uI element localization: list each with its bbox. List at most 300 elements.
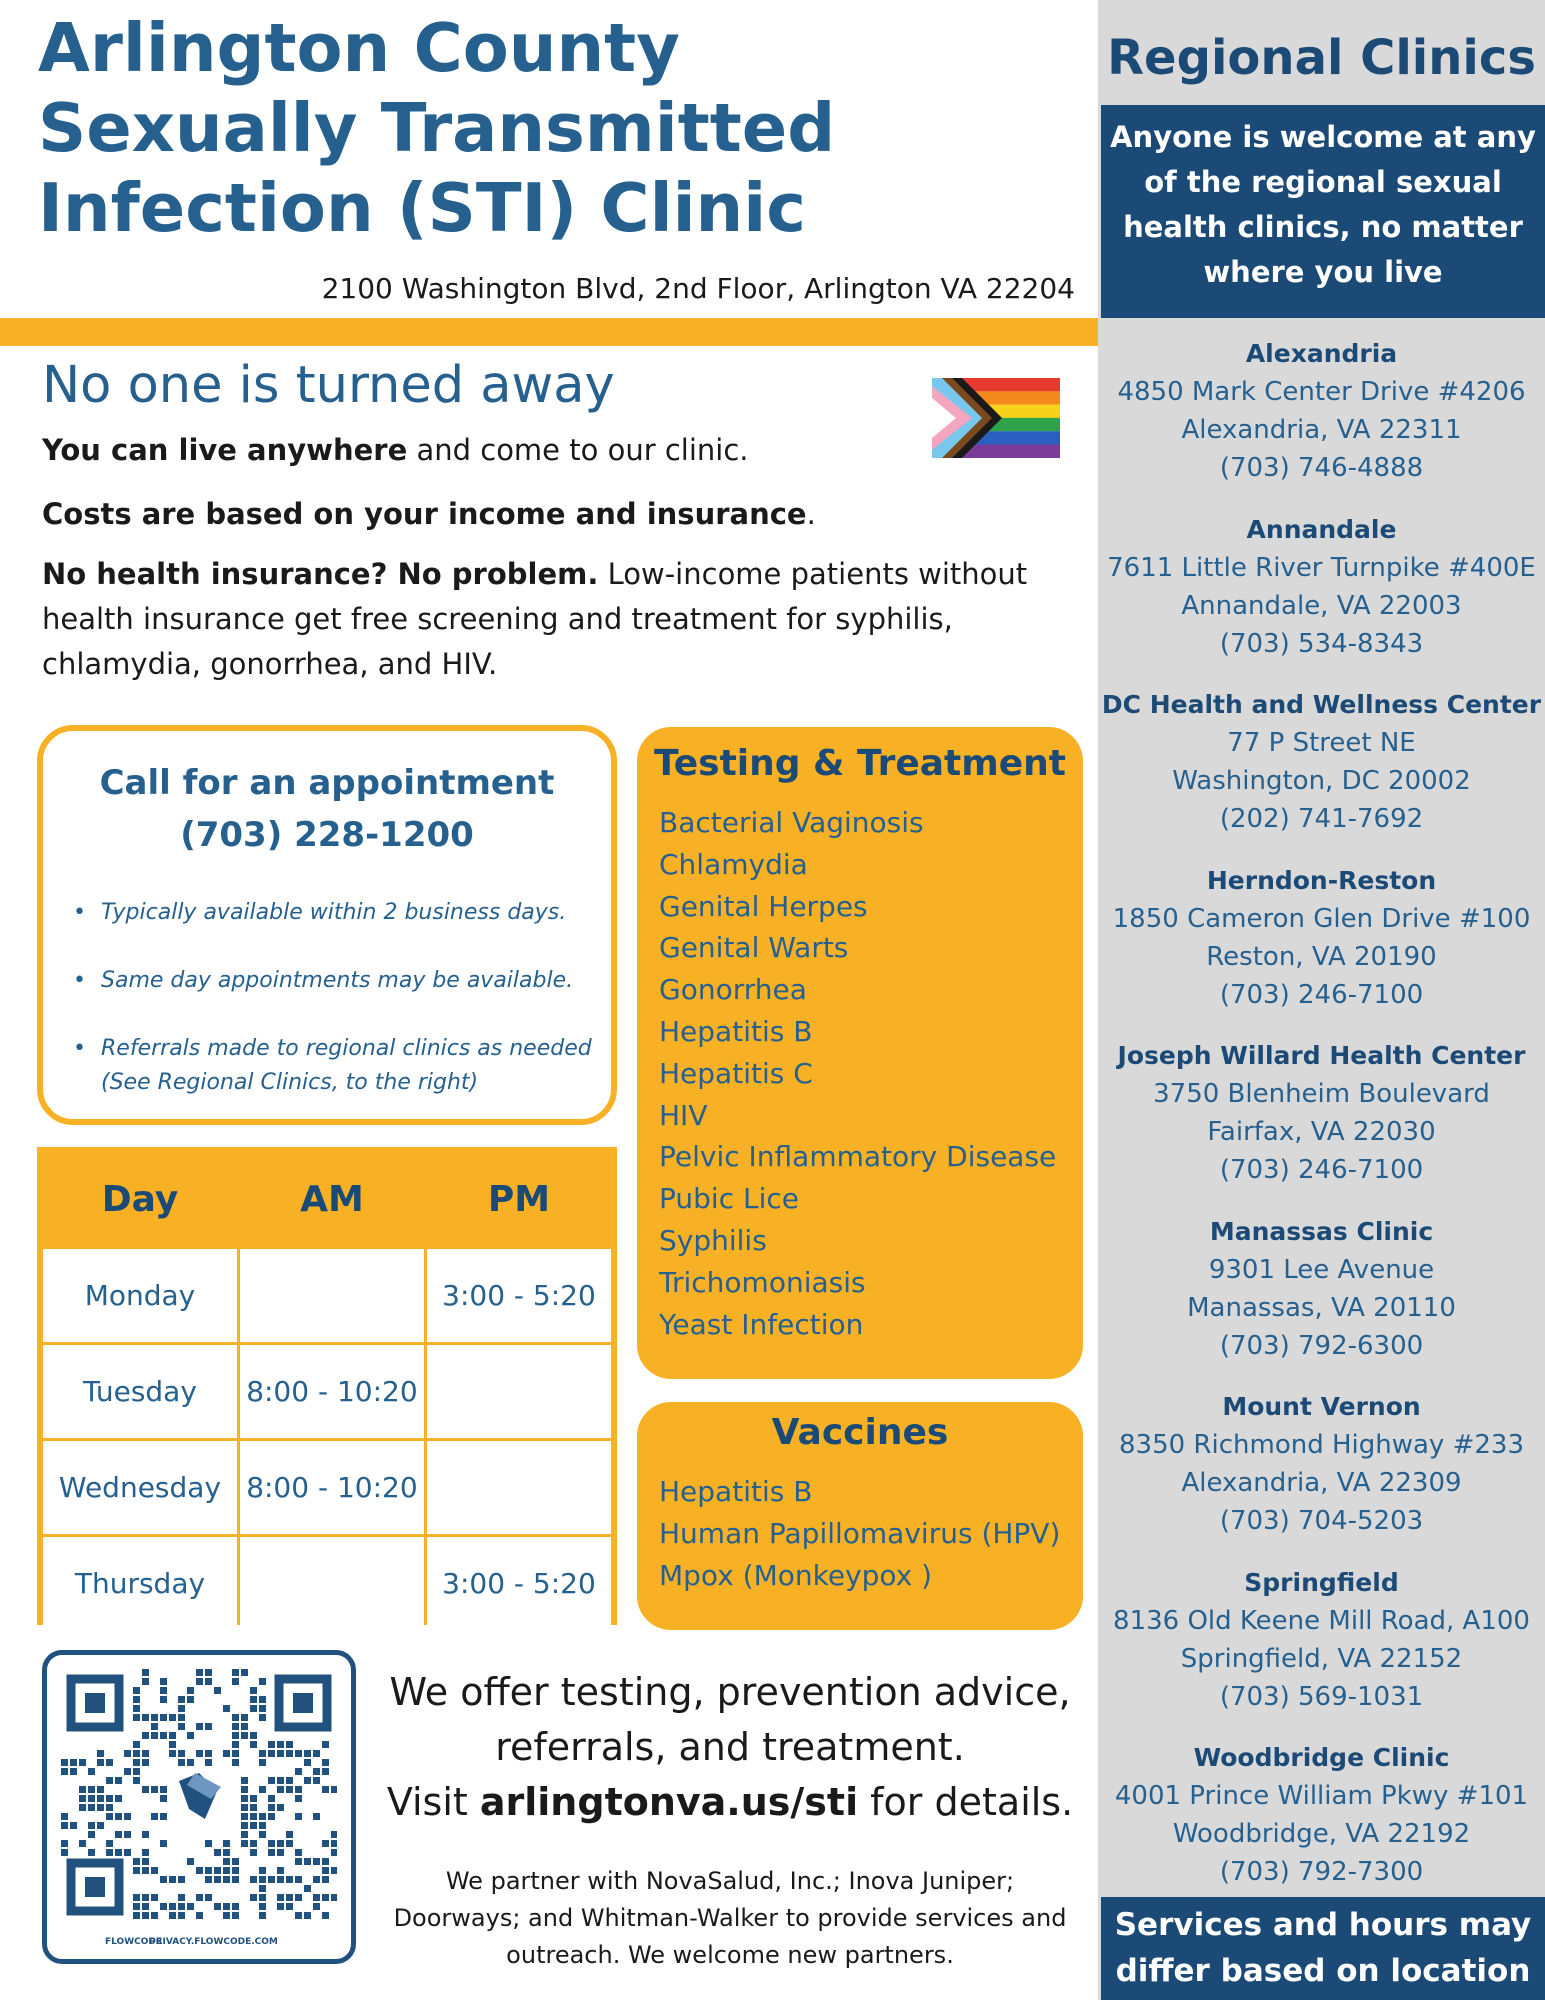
qr-module <box>322 1840 329 1847</box>
table-row <box>43 1249 611 1342</box>
clinic-name: Springfield <box>1244 1567 1399 1597</box>
qr-module <box>124 1831 131 1838</box>
qr-module <box>223 1705 230 1712</box>
qr-module <box>259 1786 266 1793</box>
qr-module <box>295 1750 302 1757</box>
qr-module <box>223 1849 230 1856</box>
qr-module <box>106 1840 113 1847</box>
qr-module <box>241 1732 248 1739</box>
clinic-phone[interactable]: (703) 704-5203 <box>1219 1506 1424 1536</box>
qr-module <box>61 1813 68 1820</box>
qr-module <box>295 1768 302 1775</box>
qr-module <box>97 1804 104 1811</box>
clinic-name: Joseph Willard Health Center <box>1117 1041 1526 1070</box>
clinic-entry <box>1098 862 1545 1038</box>
qr-module <box>223 1876 230 1883</box>
qr-module <box>277 1867 284 1874</box>
qr-module <box>88 1822 95 1829</box>
qr-module <box>277 1804 284 1811</box>
qr-module <box>304 1912 311 1919</box>
qr-module <box>250 1804 257 1811</box>
qr-module <box>169 1732 176 1739</box>
qr-module <box>214 1687 221 1694</box>
qr-module <box>286 1876 293 1883</box>
list-item: Pelvic Inflammatory Disease <box>659 1140 1057 1174</box>
clinic-phone[interactable]: (703) 792-6300 <box>1219 1330 1424 1361</box>
qr-module <box>178 1903 185 1910</box>
qr-module <box>97 1786 104 1793</box>
qr-module <box>232 1867 239 1874</box>
qr-module <box>178 1759 185 1766</box>
qr-module <box>205 1876 212 1883</box>
clinic-name: Annandale <box>1246 514 1397 544</box>
clinic-name: Woodbridge Clinic <box>1193 1743 1450 1772</box>
qr-module <box>142 1786 149 1793</box>
qr-module <box>268 1777 275 1784</box>
qr-module <box>286 1750 293 1757</box>
qr-module <box>259 1831 266 1838</box>
qr-module <box>133 1894 140 1901</box>
title-line-3: Infection (STI) Clinic <box>38 169 806 247</box>
clinic-phone[interactable]: (703) 746-4888 <box>1219 453 1424 483</box>
qr-module <box>241 1786 248 1793</box>
qr-module <box>169 1903 176 1910</box>
qr-module <box>160 1840 167 1847</box>
qr-module <box>124 1849 131 1856</box>
qr-module <box>286 1903 293 1910</box>
qr-module <box>286 1786 293 1793</box>
qr-module <box>241 1804 248 1811</box>
qr-module <box>187 1903 194 1910</box>
qr-module <box>313 1813 320 1820</box>
qr-module <box>79 1840 86 1847</box>
regional-clinics-sidebar <box>1098 0 1545 2000</box>
qr-module <box>178 1876 185 1883</box>
qr-module <box>241 1840 248 1847</box>
qr-module <box>241 1723 248 1730</box>
vaccines-card <box>637 1402 1083 1630</box>
table-row <box>43 1441 611 1534</box>
qr-module <box>115 1795 122 1802</box>
title-line-1: Arlington County <box>38 9 680 87</box>
qr-module <box>196 1723 203 1730</box>
qr-module <box>196 1867 203 1874</box>
qr-module <box>259 1867 266 1874</box>
qr-module <box>322 1786 329 1793</box>
qr-module <box>205 1894 212 1901</box>
offer-line-3 <box>380 1775 1080 1830</box>
qr-module <box>259 1903 266 1910</box>
clinic-entry <box>1098 1213 1545 1389</box>
qr-module <box>259 1678 266 1685</box>
qr-module <box>295 1849 302 1856</box>
qr-module <box>178 1714 185 1721</box>
clinic-phone[interactable]: (703) 246-7100 <box>1219 1155 1424 1185</box>
qr-module <box>151 1894 158 1901</box>
qr-module <box>79 1795 86 1802</box>
qr-module <box>178 1696 185 1703</box>
qr-module <box>241 1795 248 1802</box>
cell-am: 8:00 - 10:20 <box>240 1441 424 1534</box>
qr-module <box>151 1714 158 1721</box>
qr-module <box>142 1903 149 1910</box>
qr-module <box>142 1669 149 1676</box>
qr-module <box>331 1894 337 1901</box>
qr-module <box>178 1894 185 1901</box>
clinic-street: 4850 Mark Center Drive #4206 <box>1117 377 1526 407</box>
testing-title: Testing & Treatment <box>653 743 1067 784</box>
qr-module <box>331 1840 337 1847</box>
qr-module <box>115 1831 122 1838</box>
website-link[interactable]: arlingtonva.us/sti <box>479 1780 859 1824</box>
qr-module <box>133 1714 140 1721</box>
qr-module <box>214 1849 221 1856</box>
qr-module <box>133 1858 140 1865</box>
qr-module <box>160 1714 167 1721</box>
list-item: Chlamydia <box>659 847 808 881</box>
qr-module <box>133 1867 140 1874</box>
appointment-heading: Call for an appointment <box>99 763 555 803</box>
list-item: HIV <box>659 1098 708 1132</box>
qr-module <box>214 1903 221 1910</box>
qr-module <box>106 1795 113 1802</box>
qr-module <box>268 1750 275 1757</box>
qr-module <box>178 1705 185 1712</box>
qr-module <box>160 1813 167 1820</box>
qr-module <box>277 1903 284 1910</box>
qr-module <box>232 1750 239 1757</box>
qr-module <box>313 1768 320 1775</box>
qr-module <box>169 1714 176 1721</box>
qr-module <box>232 1723 239 1730</box>
qr-module <box>133 1777 140 1784</box>
intro-p2-rest: . <box>806 497 816 531</box>
qr-module <box>313 1876 320 1883</box>
footer-line: differ based on location <box>1115 1953 1531 1989</box>
qr-module <box>250 1849 257 1856</box>
qr-module <box>250 1741 257 1748</box>
qr-module <box>151 1867 158 1874</box>
qr-module <box>268 1795 275 1802</box>
intro-paragraph-2 <box>42 492 1062 537</box>
qr-module <box>331 1831 337 1838</box>
qr-module <box>277 1741 284 1748</box>
qr-module <box>205 1840 212 1847</box>
clinic-name: Herndon-Reston <box>1206 865 1437 895</box>
qr-module <box>133 1696 140 1703</box>
clinic-phone[interactable]: (703) 246-7100 <box>1219 979 1424 1010</box>
qr-module <box>322 1759 329 1766</box>
appointment-notes <box>73 896 613 1100</box>
qr-module <box>124 1813 131 1820</box>
intro-p1-rest: and come to our clinic. <box>407 433 749 467</box>
qr-module <box>151 1912 158 1919</box>
qr-module <box>142 1714 149 1721</box>
qr-module <box>232 1714 239 1721</box>
qr-module <box>232 1876 239 1883</box>
qr-module <box>304 1750 311 1757</box>
qr-module <box>196 1894 203 1901</box>
qr-module <box>97 1822 104 1829</box>
qr-module <box>142 1750 149 1757</box>
qr-module <box>322 1894 329 1901</box>
qr-module <box>259 1714 266 1721</box>
offer-line-1: We offer testing, prevention advice, <box>389 1670 1071 1714</box>
qr-module <box>133 1687 140 1694</box>
clinic-street: 1850 Cameron Glen Drive #100 <box>1112 903 1531 934</box>
qr-module <box>160 1687 167 1694</box>
qr-module <box>286 1741 293 1748</box>
qr-privacy-label: PRIVACY.FLOWCODE.COM <box>149 1937 278 1947</box>
clinic-city: Washington, DC 20002 <box>1172 766 1471 796</box>
qr-module <box>250 1894 257 1901</box>
qr-module <box>97 1759 104 1766</box>
qr-module <box>142 1678 149 1685</box>
qr-module <box>223 1750 230 1757</box>
qr-module <box>142 1849 149 1856</box>
qr-module <box>187 1687 194 1694</box>
qr-module <box>250 1822 257 1829</box>
list-item: Hepatitis C <box>659 1056 813 1090</box>
qr-module <box>259 1885 266 1892</box>
clinic-list <box>1098 335 1545 1915</box>
cell-day: Thursday <box>43 1537 237 1630</box>
cell-am <box>240 1249 424 1342</box>
cell-day: Monday <box>43 1249 237 1342</box>
qr-module <box>223 1840 230 1847</box>
clinic-hours-table <box>37 1147 617 1625</box>
intro-p2-bold: Costs are based on your income and insurance <box>42 497 807 531</box>
qr-module <box>286 1894 293 1901</box>
clinic-phone[interactable]: (703) 792-7300 <box>1219 1857 1424 1887</box>
qr-module <box>259 1894 266 1901</box>
qr-module <box>88 1795 95 1802</box>
cell-pm <box>427 1345 611 1438</box>
qr-module <box>187 1696 194 1703</box>
qr-module <box>79 1786 86 1793</box>
qr-code-icon <box>61 1669 337 1921</box>
qr-module <box>61 1822 68 1829</box>
qr-module <box>250 1795 257 1802</box>
qr-module <box>61 1759 68 1766</box>
qr-module <box>304 1759 311 1766</box>
qr-module <box>178 1750 185 1757</box>
qr-module <box>286 1840 293 1847</box>
sidebar-title: Regional Clinics <box>1107 30 1536 86</box>
qr-module <box>232 1912 239 1919</box>
partner-statement: We partner with NovaSalud, Inc.; Inova Juniper; Doorways; and Whitman-Walker to provide services and outreach. We welcome new partners. <box>393 1867 1067 1969</box>
qr-brand-label: FLOWCODE <box>105 1937 163 1947</box>
qr-module <box>88 1786 95 1793</box>
cell-pm <box>427 1441 611 1534</box>
qr-module <box>304 1858 311 1865</box>
clinic-city: Annandale, VA 22003 <box>1181 590 1462 621</box>
qr-module <box>250 1687 257 1694</box>
intro-heading: No one is turned away <box>42 356 615 415</box>
list-item: Human Papillomavirus (HPV) <box>659 1516 1061 1550</box>
qr-module <box>223 1903 230 1910</box>
qr-module <box>295 1876 302 1883</box>
qr-module <box>88 1804 95 1811</box>
intro-paragraph-1 <box>42 428 1062 473</box>
clinic-name: Alexandria <box>1245 339 1398 368</box>
list-item: Genital Herpes <box>659 889 868 923</box>
qr-module <box>250 1840 257 1847</box>
qr-module <box>178 1723 185 1730</box>
qr-module <box>142 1759 149 1766</box>
qr-module <box>277 1894 284 1901</box>
qr-module <box>97 1750 104 1757</box>
qr-module <box>313 1777 320 1784</box>
qr-module <box>133 1750 140 1757</box>
page-title <box>38 8 1078 248</box>
appointment-phone[interactable]: (703) 228-1200 <box>180 815 474 855</box>
title-line-2: Sexually Transmitted <box>38 89 836 167</box>
list-item: Genital Warts <box>659 931 849 965</box>
clinic-entry <box>1098 335 1545 511</box>
qr-module <box>151 1786 158 1793</box>
clinic-street: 4001 Prince William Pkwy #101 <box>1114 1781 1529 1811</box>
clinic-phone[interactable]: (703) 569-1031 <box>1219 1681 1424 1712</box>
qr-module <box>313 1750 320 1757</box>
sidebar-welcome-banner <box>1101 105 1545 318</box>
appointment-note: • Same day appointments may be available. <box>73 964 613 998</box>
qr-module <box>214 1867 221 1874</box>
clinic-street: 8350 Richmond Highway #233 <box>1119 1430 1524 1460</box>
qr-module <box>169 1912 176 1919</box>
qr-module <box>259 1750 266 1757</box>
qr-module <box>79 1804 86 1811</box>
clinic-name: Manassas Clinic <box>1209 1216 1434 1246</box>
qr-module <box>106 1777 113 1784</box>
table-row <box>43 1345 611 1438</box>
cell-pm: 3:00 - 5:20 <box>427 1537 611 1630</box>
list-item: Gonorrhea <box>659 973 807 1007</box>
qr-module <box>322 1912 329 1919</box>
qr-module <box>250 1696 257 1703</box>
qr-module <box>70 1768 77 1775</box>
welcome-line: where you live <box>1203 255 1443 289</box>
qr-module <box>295 1795 302 1802</box>
header-day: Day <box>101 1179 179 1220</box>
qr-module <box>223 1858 230 1865</box>
clinic-name: Mount Vernon <box>1222 1392 1421 1421</box>
qr-module <box>259 1813 266 1820</box>
list-item: Hepatitis B <box>659 1475 813 1508</box>
qr-module <box>160 1786 167 1793</box>
clinic-phone[interactable]: (703) 534-8343 <box>1219 628 1424 659</box>
qr-module <box>124 1750 131 1757</box>
qr-module <box>160 1696 167 1703</box>
qr-module <box>322 1741 329 1748</box>
cell-am <box>240 1537 424 1630</box>
qr-module <box>142 1831 149 1838</box>
qr-module <box>223 1912 230 1919</box>
intro-paragraph-3 <box>42 552 1062 687</box>
qr-module <box>277 1777 284 1784</box>
testing-list <box>637 802 1083 1345</box>
qr-module <box>232 1741 239 1748</box>
qr-module <box>232 1858 239 1865</box>
qr-module <box>250 1705 257 1712</box>
qr-module <box>232 1669 239 1676</box>
qr-module <box>196 1678 203 1685</box>
cell-day: Tuesday <box>43 1345 237 1438</box>
qr-module <box>304 1777 311 1784</box>
qr-module <box>277 1876 284 1883</box>
qr-module <box>133 1759 140 1766</box>
qr-module <box>268 1813 275 1820</box>
qr-module <box>232 1732 239 1739</box>
qr-module <box>295 1858 302 1865</box>
cell-pm: 3:00 - 5:20 <box>427 1249 611 1342</box>
qr-module <box>205 1678 212 1685</box>
qr-module <box>277 1786 284 1793</box>
offer-visit-label: Visit <box>386 1780 480 1824</box>
qr-module <box>169 1750 176 1757</box>
qr-module <box>151 1723 158 1730</box>
appointment-card <box>37 725 617 1125</box>
vaccines-list <box>637 1471 1083 1596</box>
list-item: Pubic Lice <box>659 1182 799 1216</box>
qr-module <box>106 1804 113 1811</box>
qr-module <box>142 1912 149 1919</box>
list-item: Trichomoniasis <box>659 1265 866 1299</box>
qr-module <box>259 1912 266 1919</box>
qr-module <box>88 1768 95 1775</box>
appointment-note: • Referrals made to regional clinics as needed (See Regional Clinics, to the right) <box>73 1032 613 1100</box>
qr-code-card[interactable] <box>42 1650 356 1964</box>
clinic-street: 3750 Blenheim Boulevard <box>1153 1079 1490 1109</box>
appointment-note: • Typically available within 2 business days. <box>73 896 613 930</box>
qr-module <box>322 1867 329 1874</box>
qr-module <box>205 1759 212 1766</box>
qr-module <box>232 1678 239 1685</box>
qr-module <box>151 1813 158 1820</box>
qr-module <box>142 1867 149 1874</box>
clinic-entry <box>1098 686 1545 862</box>
qr-module <box>61 1840 68 1847</box>
qr-module <box>322 1876 329 1883</box>
qr-module <box>142 1894 149 1901</box>
qr-module <box>187 1858 194 1865</box>
qr-module <box>331 1867 337 1874</box>
qr-module <box>142 1732 149 1739</box>
qr-module <box>169 1741 176 1748</box>
qr-module <box>313 1903 320 1910</box>
qr-module <box>115 1813 122 1820</box>
list-item: Yeast Infection <box>659 1307 864 1341</box>
qr-module <box>295 1894 302 1901</box>
vaccines-title: Vaccines <box>771 1412 949 1453</box>
qr-module <box>187 1759 194 1766</box>
clinic-city: Alexandria, VA 22311 <box>1181 415 1462 445</box>
intro-p3-rest: Low-income patients without health insurance get free screening and treatment for syphilis, chlamydia, gonorrhea, and HIV. <box>42 557 1028 681</box>
qr-module <box>286 1777 293 1784</box>
qr-module <box>196 1912 203 1919</box>
qr-module <box>331 1849 337 1856</box>
footer-line: Services and hours may <box>1114 1907 1532 1943</box>
qr-module <box>196 1750 203 1757</box>
qr-module <box>250 1732 257 1739</box>
qr-module <box>61 1768 68 1775</box>
clinic-phone[interactable]: (202) 741-7692 <box>1219 804 1424 834</box>
qr-module <box>286 1831 293 1838</box>
qr-module <box>295 1912 302 1919</box>
qr-module <box>160 1795 167 1802</box>
clinic-entry <box>1098 1564 1545 1740</box>
qr-module <box>61 1849 68 1856</box>
